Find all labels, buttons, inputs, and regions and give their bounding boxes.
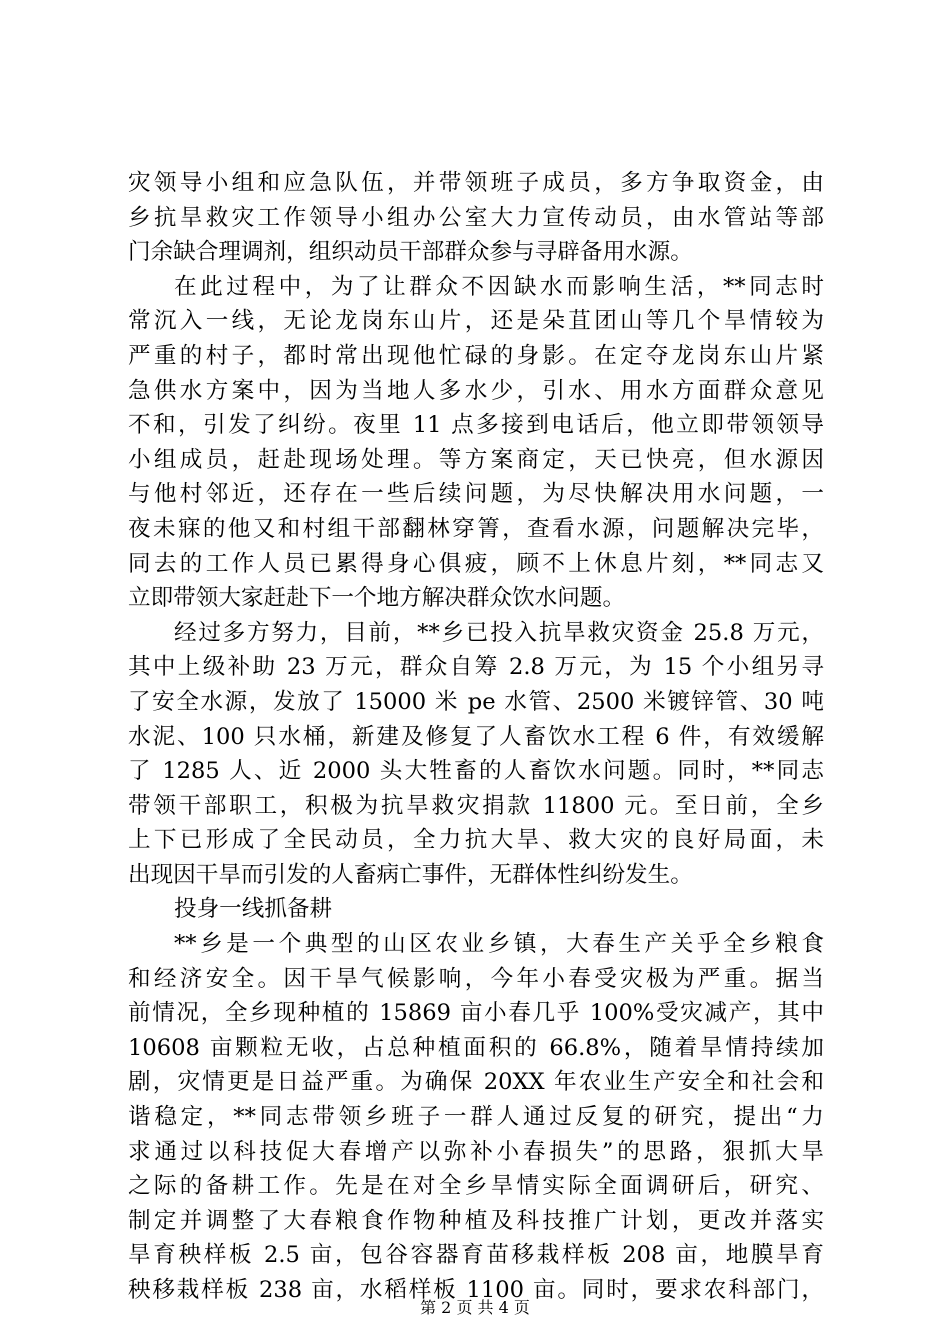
text-line: 谐稳定，**同志带领乡班子一群人通过反复的研究，提出“力 [128, 1104, 824, 1131]
text-line: 上下已形成了全民动员，全力抗大旱、救大灾的良好局面，未 [128, 827, 824, 854]
text-line: 乡抗旱救灾工作领导小组办公室大力宣传动员，由水管站等部 [128, 204, 824, 231]
text-line: 水泥、100 只水桶，新建及修复了人畜饮水工程 6 件，有效缓解 [128, 723, 824, 750]
text-line: 经过多方努力，目前，**乡已投入抗旱救灾资金 25.8 万元， [174, 619, 824, 646]
text-line: 10608 亩颗粒无收，占总种植面积的 66.8%，随着旱情持续加 [128, 1034, 824, 1061]
text-line: 出现因干旱而引发的人畜病亡事件，无群体性纠纷发生。 [128, 861, 693, 888]
text-line: 和经济安全。因干旱气候影响，今年小春受灾极为严重。据当 [128, 965, 824, 992]
text-line: 夜未寐的他又和村组干部翻林穿箐，查看水源，问题解决完毕， [128, 515, 824, 542]
text-line: 小组成员，赶赴现场处理。等方案商定，天已快亮，但水源因 [128, 446, 824, 473]
text-line: 常沉入一线，无论龙岗东山片，还是朵苴团山等几个旱情较为 [128, 308, 824, 335]
text-line: 灾领导小组和应急队伍，并带领班子成员，多方争取资金，由 [128, 170, 824, 196]
text-line: 之际的备耕工作。先是在对全乡旱情实际全面调研后，研究、 [128, 1173, 824, 1200]
text-line: 门余缺合理调剂，组织动员干部群众参与寻辟备用水源。 [128, 239, 693, 266]
text-line: 求通过以科技促大春增产以弥补小春损失”的思路，狠抓大旱 [128, 1138, 824, 1165]
text-line: 不和，引发了纠纷。夜里 11 点多接到电话后，他立即带领领导 [128, 412, 824, 439]
text-line: 在此过程中，为了让群众不因缺水而影响生活，**同志时 [174, 273, 824, 300]
text-line: 严重的村子，都时常出现他忙碌的身影。在定夺龙岗东山片紧 [128, 342, 824, 369]
text-line: 了安全水源，发放了 15000 米 pe 水管、2500 米镀锌管、30 吨 [128, 688, 824, 715]
text-line: 了 1285 人、近 2000 头大牲畜的人畜饮水问题。同时，**同志 [128, 758, 824, 785]
text-line: 秧移栽样板 238 亩，水稻样板 1100 亩。同时，要求农科部门， [128, 1277, 824, 1303]
text-line: 立即带领大家赶赴下一个地方解决群众饮水问题。 [128, 585, 626, 612]
text-line: 与他村邻近，还存在一些后续问题，为尽快解决用水问题，一 [128, 481, 824, 508]
text-line: **乡是一个典型的山区农业乡镇，大春生产关乎全乡粮食 [174, 931, 824, 958]
text-line: 同去的工作人员已累得身心俱疲，顾不上休息片刻，**同志又 [128, 550, 824, 577]
text-line: 旱育秧样板 2.5 亩，包谷容器育苗移栽样板 208 亩，地膜旱育 [128, 1242, 824, 1269]
text-line: 其中上级补助 23 万元，群众自筹 2.8 万元，为 15 个小组另寻 [128, 654, 824, 681]
body-text [128, 166, 824, 1308]
page-footer: 第 2 页 共 4 页 [420, 1298, 530, 1317]
text-line: 急供水方案中，因为当地人多水少，引水、用水方面群众意见 [128, 377, 824, 404]
text-line: 前情况，全乡现种植的 15869 亩小春几乎 100%受灾减产，其中 [128, 1000, 824, 1027]
text-line: 带领干部职工，积极为抗旱救灾捐款 11800 元。至日前，全乡 [128, 792, 824, 819]
text-line: 制定并调整了大春粮食作物种植及科技推广计划，更改并落实 [128, 1207, 824, 1234]
text-line: 剧，灾情更是日益严重。为确保 20XX 年农业生产安全和社会和 [128, 1069, 824, 1096]
text-line: 投身一线抓备耕 [174, 896, 333, 923]
